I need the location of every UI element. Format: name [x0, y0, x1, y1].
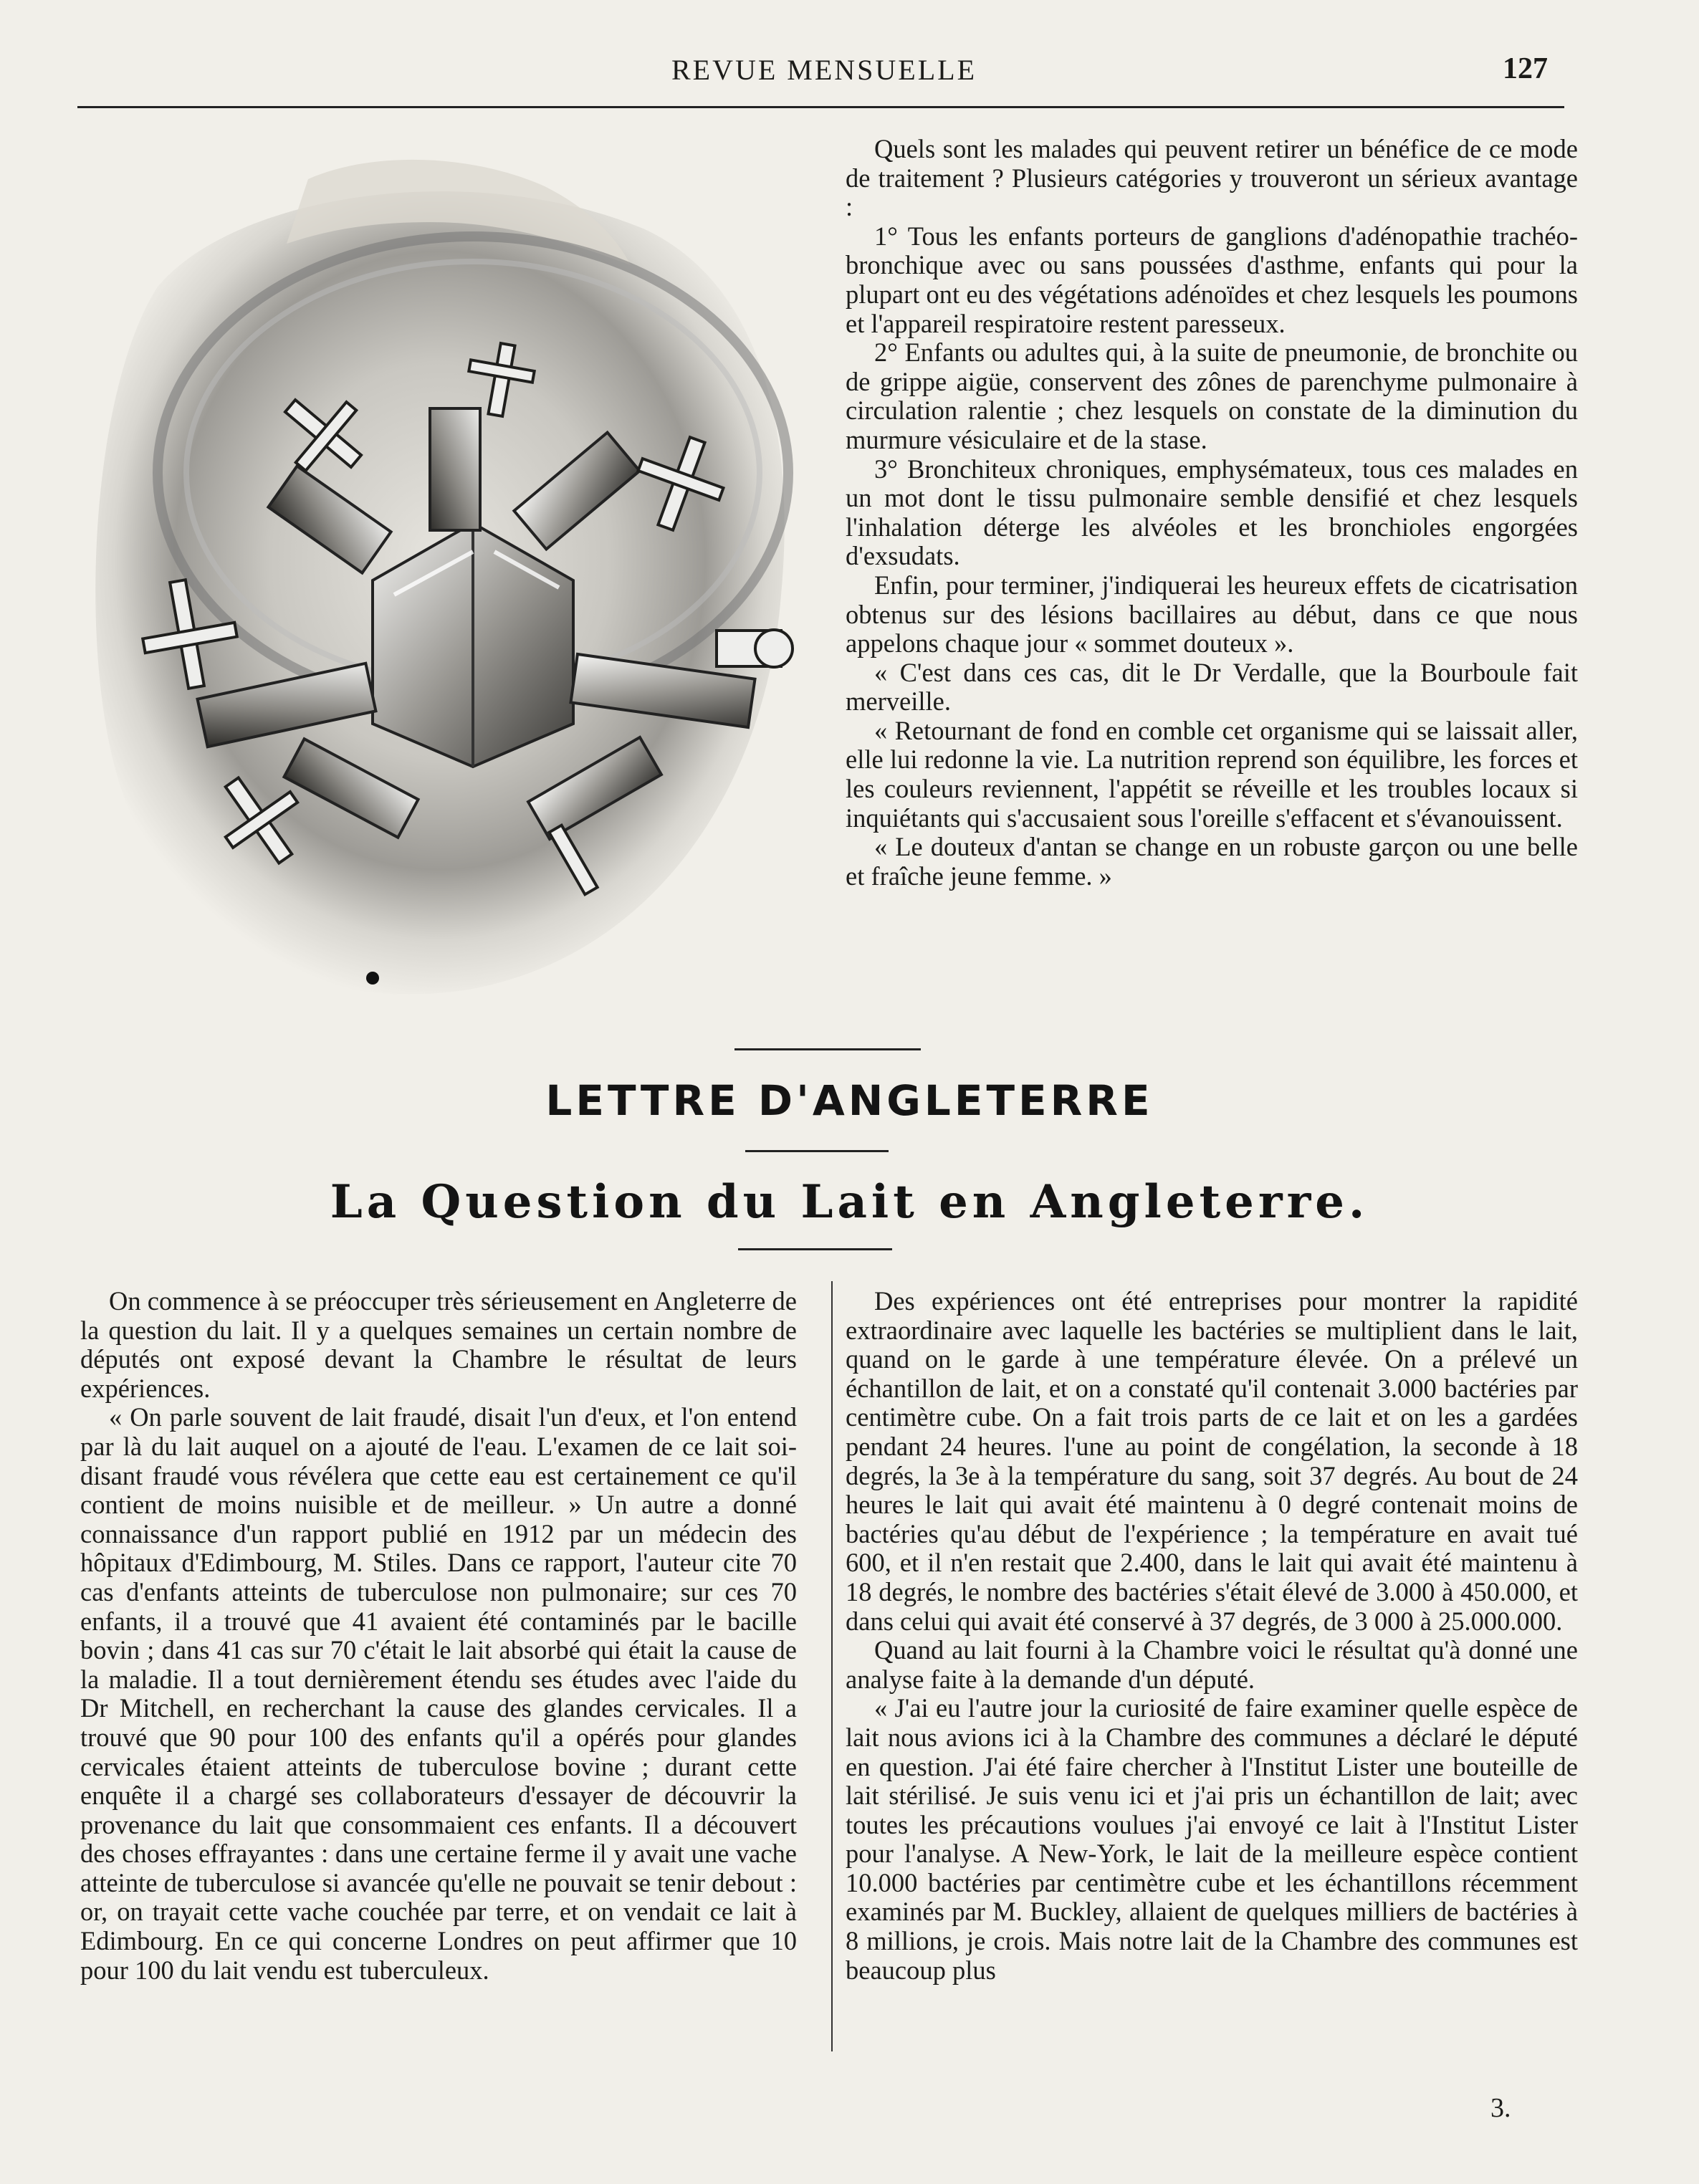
article-title: La Question du Lait en Angleterre. [330, 1175, 1369, 1229]
ornament-rule [734, 1048, 921, 1050]
inhalation-apparatus-illustration [72, 136, 803, 1017]
paragraph: « J'ai eu l'autre jour la curiosité de faire examiner quelle espèce de lait nous avions ici à la Chambre des communes a déclaré le député en question. J'ai été faire chercher à l'Institut Lister une bouteille de lait stérilisé. Je suis venu ici et j'ai pris un échantillon de lait; avec toutes les précautions voulues j'ai envoyé ce lait à l'Institut Lister pour l'analyse. A New-York, le lait de la meilleure espèce contient 10.000 bactéries par centimètre cube et les échantillons récemment examinés par M. Buckley, allaient de quelques milliers de bactéries à 8 millions, je crois. Mais notre lait de la Chambre des communes est beaucoup plus [846, 1693, 1578, 1985]
ornament-rule [745, 1150, 889, 1152]
running-title: REVUE MENSUELLE [671, 54, 977, 86]
header-rule [77, 106, 1564, 108]
paragraph: 3° Bronchiteux chroniques, emphysémateux, tous ces malades en un mot dont le tissu pulmonaire semble densifié et chez lesquels l'inhalation déterge les alvéoles et les bronchioles engorgées d'exsudats. [846, 454, 1578, 571]
paragraph: Enfin, pour terminer, j'indiquerai les heureux effets de cicatrisation obtenus sur des lésions bacillaires au début, dans ce que nous appelons chaque jour « sommet douteux ». [846, 570, 1578, 658]
paragraph: On commence à se préoccuper très sérieusement en Angleterre de la question du lait. Il y a quelques semaines un certain nombre de députés ont exposé devant la Chambre le résultat de leurs expériences. [80, 1286, 797, 1403]
top-right-column [846, 135, 1578, 891]
paragraph: Quand au lait fourni à la Chambre voici le résultat qu'à donné une analyse faite à la demande d'un député. [846, 1635, 1578, 1694]
paragraph: « Le douteux d'antan se change en un robuste garçon ou une belle et fraîche jeune femme. » [846, 832, 1578, 891]
page-number: 127 [1503, 52, 1548, 85]
paragraph: Des expériences ont été entreprises pour montrer la rapidité extraordinaire avec laquelle les bactéries se multiplient dans le lait, quand on le garde à une température élevée. On a prélevé un échantillon de lait, et on a constaté qu'il contenait 3.000 bactéries par centimètre cube. On a fait trois parts de ce lait et on les a gardées pendant 24 heures. l'une au point de congélation, la seconde à 18 degrés, la 3e à la température du sang, soit 37 degrés. Au bout de 24 heures le lait qui avait été maintenu à 0 degré contenait moins de bactéries qu'au début de l'expérience ; la température en avait tué 600, et il n'en restait que 2.400, dans le lait qui avait été maintenu à 18 degrés, le nombre des bactéries s'était élevé de 3.000 à 450.000, et dans celui qui avait été conservé à 37 degrés, de 3 000 à 25.000.000. [846, 1286, 1578, 1636]
column-divider [831, 1281, 833, 2051]
paragraph: « On parle souvent de lait fraudé, disait l'un d'eux, et l'on entend par là du lait auquel on a ajouté de l'eau. L'examen de ce lait soi-disant fraudé vous révélera que cette eau est certainement ce qu'il contient de moins nuisible et de meilleur. » Un autre a donné connaissance d'un rapport publié en 1912 par un médecin des hôpitaux d'Edimbourg, M. Stiles. Dans ce rapport, l'auteur cite 70 cas d'enfants atteints de tuberculose non pulmonaire; sur ces 70 enfants, il a trouvé que 41 avaient été contaminés par le bacille bovin ; dans 41 cas sur 70 c'était le lait absorbé qui était la cause de la maladie. Il a tout dernièrement étendu ses études avec l'aide du Dr Mitchell, en recherchant la cause des glandes cervicales. Il a trouvé que 90 pour 100 des enfants qu'il a opérés pour glandes cervicales étaient atteints de tuberculose bovine ; durant cette enquête il a chargé ses collaborateurs d'essayer de découvrir la provenance du lait que consommaient ces enfants. Il a découvert des choses effrayantes : dans une certaine ferme il y avait une vache atteinte de tuberculose si avancée qu'elle ne pouvait se tenir debout : or, on trayait cette vache couchée par terre, et on vendait ce lait à Edimbourg. En ce qui concerne Londres on peut affirmer que 10 pour 100 du lait vendu est tuberculeux. [80, 1402, 797, 1985]
paragraph: Quels sont les malades qui peuvent retirer un bénéfice de ce mode de traitement ? Plusieurs catégories y trouveront un sérieux avantage : [846, 134, 1578, 222]
paragraph: « C'est dans ces cas, dit le Dr Verdalle, que la Bourboule fait merveille. [846, 657, 1578, 717]
bottom-right-column [846, 1287, 1578, 1985]
paragraph: 2° Enfants ou adultes qui, à la suite de pneumonie, de bronchite ou de grippe aigüe, conservent des zônes de parenchyme pulmonaire à circulation ralentie ; chez lesquels on constate de la diminution du murmure vésiculaire et de la stase. [846, 337, 1578, 454]
running-head [79, 52, 1569, 95]
section-title: LETTRE D'ANGLETERRE [545, 1076, 1154, 1125]
signature-mark: 3. [1490, 2093, 1511, 2123]
paragraph: 1° Tous les enfants porteurs de ganglions d'adénopathie trachéo-bronchique avec ou sans poussées d'asthme, enfants qui pour la plupart ont eu des végétations adénoïdes et chez lesquels les poumons et l'appareil respiratoire restent paresseux. [846, 221, 1578, 338]
apparatus-photo [72, 136, 803, 1017]
paragraph: « Retournant de fond en comble cet organisme qui se laissait aller, elle lui redonne la vie. La nutrition reprend son équilibre, les forces et les couleurs reviennent, l'appétit se réveille et les troubles locaux si inquiétants qui s'accusaient sous l'oreille s'effacent et s'évanouissent. [846, 715, 1578, 833]
bottom-left-column [80, 1287, 797, 1985]
ornament-rule [738, 1248, 892, 1250]
